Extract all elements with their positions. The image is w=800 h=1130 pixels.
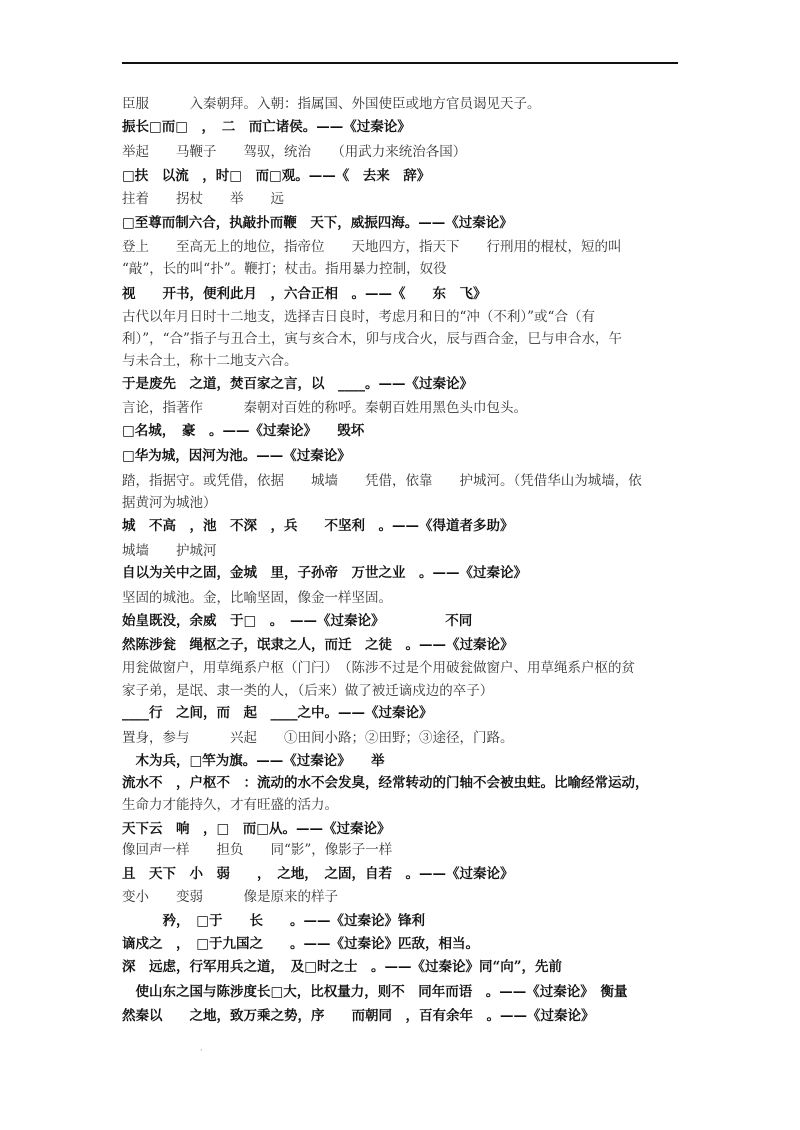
note-line: 城墙 护城河 (122, 543, 217, 559)
note-line: 置身，参与 兴起 ①田间小路；②田野；③途径，门路。 (122, 730, 514, 746)
note-line: 拄着 拐杖 举 远 (122, 191, 284, 207)
quote-line: 天下云 响 ，□ 而□从。——《过秦论》 (122, 821, 391, 837)
note-line: 举起 马鞭子 驾驭，统治 （用武力来统治各国） (122, 144, 467, 160)
quote-line: 流水不 ，户枢不 ：流动的水不会发臭，经常转动的门轴不会被虫蛀。比喻经常运动， (122, 775, 649, 791)
footer-mark: · (200, 1046, 203, 1055)
quote-line: 矜， □于 长 。——《过秦论》锋利 (122, 913, 426, 929)
note-line: 利）”，“合”指子与丑合土，寅与亥合木，卯与戌合火，辰与酉合金，巳与申合水，午 (122, 331, 622, 347)
quote-line: □至尊而制六合，执敲扑而鞭 天下，威振四海。——《过秦论》 (122, 215, 513, 231)
quote-line: 然陈涉瓮 绳枢之子，氓隶之人，而迁 之徒 。——《过秦论》 (122, 637, 514, 653)
quote-line: □名城， 豪 。——《过秦论》 毁坏 (122, 423, 365, 439)
quote-line: 振长□而□ ， 二 而亡诸侯。——《过秦论》 (122, 119, 411, 135)
quote-line: □华为城，因河为池。——《过秦论》 (122, 448, 351, 464)
note-line: 古代以年月日时十二地支，选择吉日良时，考虑月和日的“冲（不利）”或“合（有 (122, 309, 595, 325)
note-line: 变小 变弱 像是原来的样子 (122, 889, 338, 905)
note-line: 坚固的城池。金，比喻坚固，像金一样坚固。 (122, 590, 392, 606)
note-line: 家子弟，是氓、隶一类的人，（后来）做了被迁谪戍边的卒子） (122, 683, 494, 699)
note-line: “敲”，长的叫“扑”。鞭打；杖击。指用暴力控制，奴役 (122, 261, 447, 277)
note-line: 用瓮做窗户，用草绳系户枢（门闩） （陈涉不过是个用破瓮做窗户、用草绳系户枢的贫 (122, 660, 635, 676)
quote-line: 自以为关中之固，金城 里，子孙帝 万世之业 。——《过秦论》 (122, 565, 527, 581)
note-line: 生命力才能持久，才有旺盛的活力。 (122, 797, 338, 813)
quote-line: 且 天下 小 弱 ， 之地， 之固，自若 。——《过秦论》 (122, 866, 514, 882)
quote-line: 始皇既没，余威 于□ 。 ——《过秦论》 不同 (122, 613, 473, 629)
note-line: 登上 至高无上的地位，指帝位 天地四方，指天下 行刑用的棍杖，短的叫 (122, 239, 622, 255)
quote-line: 于是废先 之道，焚百家之言，以 ____。——《过秦论》 (122, 376, 473, 392)
quote-line: □扶 以流 ，时□ 而□观。——《 去来 辞》 (122, 168, 431, 184)
note-line: 言论，指著作 秦朝对百姓的称呼。秦朝百姓用黑色头巾包头。 (122, 400, 527, 416)
quote-line: 视 开书，便利此月 ，六合正相 。——《 东 飞》 (122, 286, 487, 302)
quote-line: 木为兵，□竿为旗。——《过秦论》 举 (122, 753, 385, 769)
top-rule (122, 62, 678, 64)
quote-line: 城 不高 ，池 不深 ，兵 不坚利 。——《得道者多助》 (122, 518, 514, 534)
quote-line: 谪戍之 ， □于九国之 。——《过秦论》匹敌，相当。 (122, 936, 480, 952)
note-line: 臣服 入秦朝拜。入朝：指属国、外国使臣或地方官员谒见天子。 (122, 96, 541, 112)
note-line: 与未合土，称十二地支六合。 (122, 353, 298, 369)
quote-line: 使山东之国与陈涉度长□大，比权量力，则不 同年而语 。——《过秦论》 衡量 (122, 984, 628, 1000)
note-line: 据黄河为城池） (122, 495, 217, 511)
quote-line: 深 远虑，行军用兵之道， 及□时之士 。——《过秦论》同“向”，先前 (122, 959, 563, 975)
quote-line: 然秦以 之地，致万乘之势，序 而朝同 ，百有余年 。——《过秦论》 (122, 1008, 595, 1024)
note-line: 踏，指据守。或凭借，依据 城墙 凭借，依靠 护城河。（凭借华山为城墙，依 (122, 473, 642, 489)
note-line: 像回声一样 担负 同“影”，像影子一样 (122, 842, 393, 858)
quote-line: ____行 之间，而 起 ____之中。——《过秦论》 (122, 705, 433, 721)
